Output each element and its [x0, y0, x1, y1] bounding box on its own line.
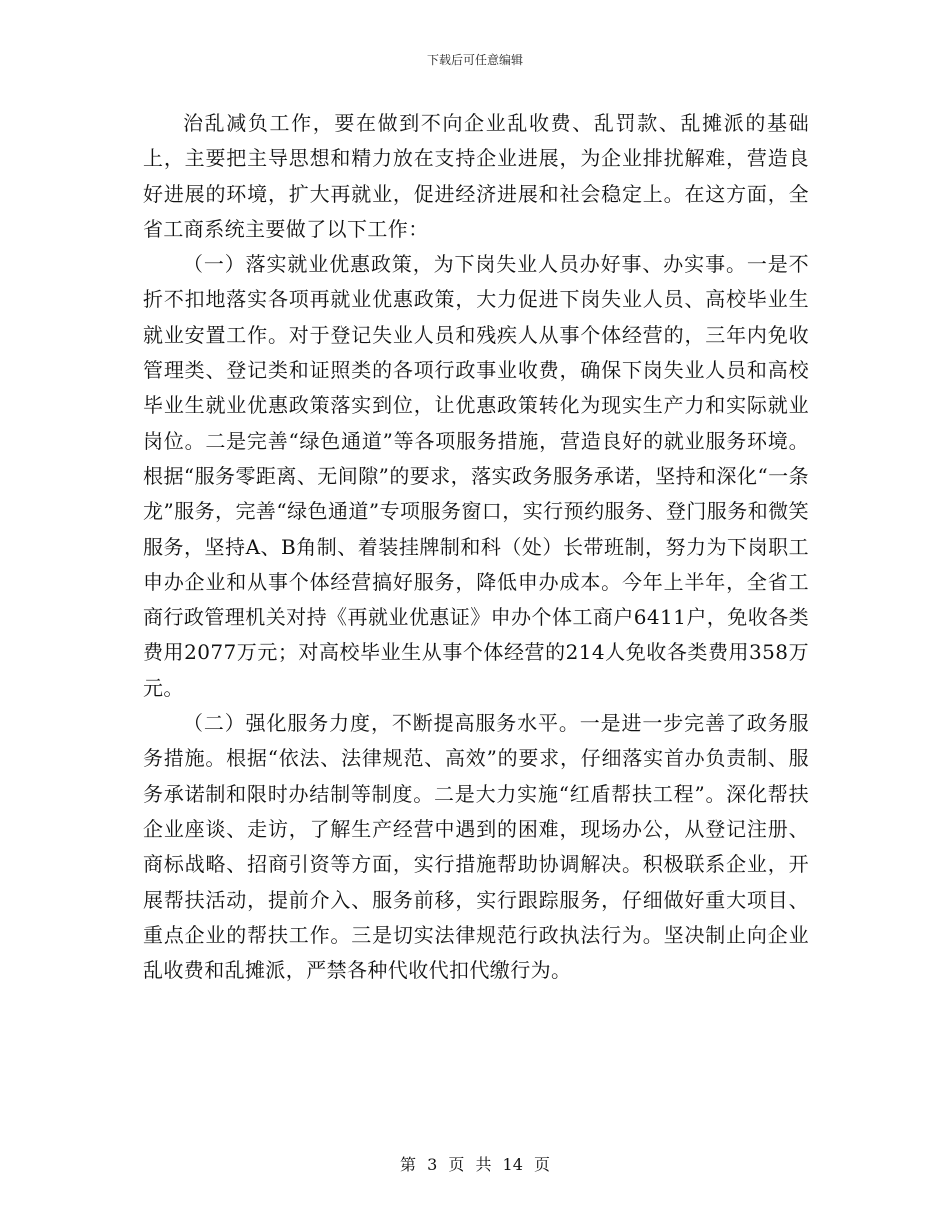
paragraph-section-2: （二）强化服务力度，不断提高服务水平。一是进一步完善了政务服务措施。根据“依法、法律规范、高效”的要求，仔细落实首办负责制、服务承诺制和限时办结制等制度。二是大力实施“红盾帮扶工程”。深化帮扶企业座谈、走访，了解生产经营中遇到的困难，现场办公，从登记注册、商标战略、招商引资等方面，实行措施帮助协调解决。积极联系企业，开展帮扶活动，提前介入、服务前移，实行跟踪服务，仔细做好重大项目、重点企业的帮扶工作。三是切实法律规范行政执法行为。坚决制止向企业乱收费和乱摊派，严禁各种代收代扣代缴行为。 [143, 711, 809, 983]
paragraph-intro: 治乱减负工作，要在做到不向企业乱收费、乱罚款、乱摊派的基础上，主要把主导思想和精力放在支持企业进展，为企业排扰解难，营造良好进展的环境，扩大再就业，促进经济进展和社会稳定上。在这方面，全省工商系统主要做了以下工作： [143, 111, 809, 241]
document-body [143, 106, 809, 988]
paragraph-section-1: （一）落实就业优惠政策，为下岗失业人员办好事、办实事。一是不折不扣地落实各项再就业优惠政策，大力促进下岗失业人员、高校毕业生就业安置工作。对于登记失业人员和残疾人从事个体经营的，三年内免收管理类、登记类和证照类的各项行政事业收费，确保下岗失业人员和高校毕业生就业优惠政策落实到位，让优惠政策转化为现实生产力和实际就业岗位。二是完善“绿色通道”等各项服务措施，营造良好的就业服务环境。根据“服务零距离、无间隙”的要求，落实政务服务承诺，坚持和深化“一条龙”服务，完善“绿色通道”专项服务窗口，实行预约服务、登门服务和微笑服务，坚持A、B角制、着装挂牌制和科（处）长带班制，努力为下岗职工申办企业和从事个体经营搞好服务，降低申办成本。今年上半年，全省工商行政管理机关对持《再就业优惠证》申办个体工商户6411户，免收各类费用2077万元；对高校毕业生从事个体经营的214人免收各类费用358万元。 [143, 252, 809, 700]
page-header: 下载后可任意编辑 [426, 53, 523, 67]
page-footer: 第 3 页 共 14 页 [400, 1155, 550, 1174]
